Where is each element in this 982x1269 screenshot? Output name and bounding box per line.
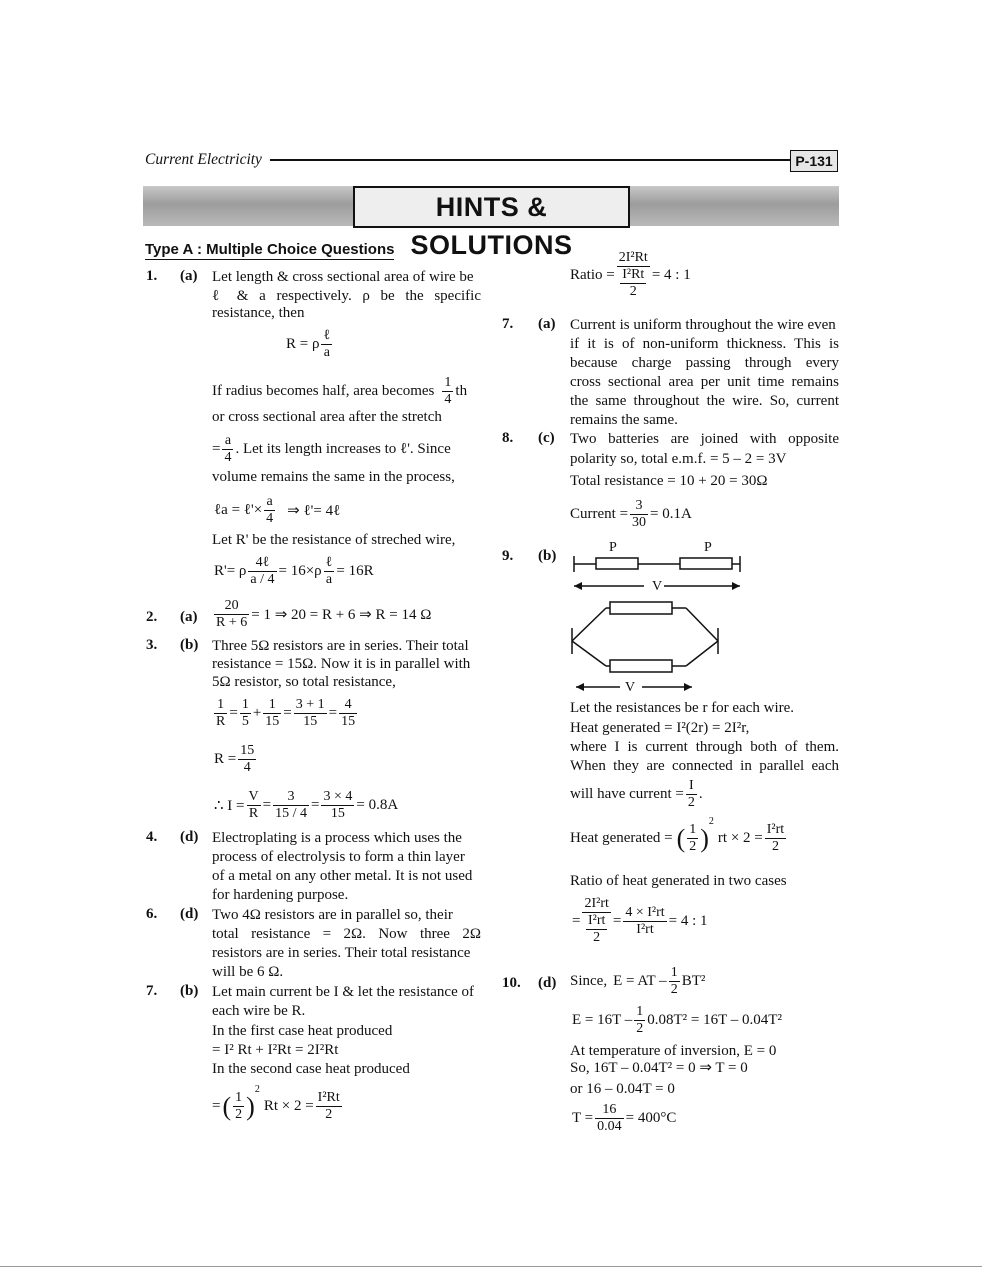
q3-option: (b) <box>180 637 199 653</box>
q9-number: 9. <box>502 548 514 564</box>
q1-line: volume remains the same in the process, <box>212 469 455 485</box>
q8-current-equation: Current = $\frac{3}{30}$ = 0.1A <box>570 498 692 530</box>
q1-line: Let length & cross sectional area of wire be <box>212 269 474 285</box>
q3-r-equation: R = $\frac{15}{4}$ <box>214 743 255 775</box>
q7b-line: = I² Rt + I²Rt = 2I²Rt <box>212 1042 339 1058</box>
q10-option: (d) <box>538 975 557 991</box>
q9-current-line: will have current = $\frac{I}{2}$ . <box>570 778 703 810</box>
q10-line: or 16 – 0.04T = 0 <box>570 1081 675 1097</box>
q9-option: (b) <box>538 548 557 564</box>
q7a-line: Current is uniform throughout the wire even <box>570 317 836 333</box>
q3-number: 3. <box>146 637 158 653</box>
q7b-option: (b) <box>180 983 199 999</box>
q1-line: or cross sectional area after the stretch <box>212 409 442 425</box>
q1-equation-r: R = ρ $\frac{\text{ℓ}}{a}$ <box>286 328 331 360</box>
q1-line: ℓ & a respectively. ρ be the specific <box>212 288 481 304</box>
q9-line: Let the resistances be r for each wire. <box>570 700 795 716</box>
q10-equation-values: E = 16T – $\frac{1}{2}$ 0.08T² = 16T – 0.04T² <box>572 1004 782 1036</box>
q7b-heat-equation: = ( $\frac{1}{2}$ ) 2 Rt × 2 = $\frac{\text{I²Rt}}{2}$ <box>212 1084 340 1122</box>
q8-line: Two batteries are joined with opposite <box>570 431 839 447</box>
q10-line: So, 16T – 0.04T² = 0 ⇒ T = 0 <box>570 1060 748 1076</box>
q7a-line: if it is of non-uniform thickness. This is <box>570 336 839 352</box>
q3-current-equation: ∴ I = $\frac{V}{R}$ = $\frac{3}{15 / 4}$ = $\frac{3 \times 4}{15}$ = 0.8A <box>214 789 399 821</box>
q7a-line: because charge passing through every <box>570 355 839 371</box>
q8-number: 8. <box>502 430 514 446</box>
q9-line: Ratio of heat generated in two cases <box>570 873 787 889</box>
label-p2: P <box>704 540 712 555</box>
parallel-circuit-diagram <box>568 598 748 698</box>
label-v2: V <box>625 680 636 695</box>
banner-title: HINTS & SOLUTIONS <box>353 186 630 228</box>
q10-number: 10. <box>502 975 521 991</box>
q2-option: (a) <box>180 609 198 625</box>
q7a-option: (a) <box>538 316 556 332</box>
q2-number: 2. <box>146 609 158 625</box>
resistor-top <box>610 602 672 614</box>
q9-line: Heat generated = I²(2r) = 2I²r, <box>570 720 750 736</box>
resistor-p2 <box>680 558 732 569</box>
q1-volume-equation: ℓa = ℓ'× $\frac{a}{4}$ ⇒ ℓ'= 4ℓ <box>214 494 341 526</box>
ratio-equation: Ratio = $\frac{\text{2I²Rt}}{\frac{\text{I²Rt}}{2}}$ = 4 : 1 <box>570 250 691 299</box>
q4-line: of a metal on any other metal. It is not used <box>212 868 473 884</box>
q9-line: When they are connected in parallel each <box>570 758 839 774</box>
q8-option: (c) <box>538 430 555 446</box>
q4-number: 4. <box>146 829 158 845</box>
q6-number: 6. <box>146 906 158 922</box>
q6-line: Two 4Ω resistors are in parallel so, their <box>212 907 453 923</box>
resistor-p1 <box>596 558 638 569</box>
q6-line: will be 6 Ω. <box>212 964 284 980</box>
q1-length-line: = $\frac{a}{4}$ . Let its length increases to ℓ'. Since <box>212 433 451 465</box>
q7a-line: cross sectional area per unit time remains <box>570 374 839 390</box>
q1-number: 1. <box>146 268 158 284</box>
page-number-badge: P-131 <box>790 150 838 172</box>
q1-line: Let R' be the resistance of streched wire, <box>212 532 456 548</box>
q1-area-line: If radius becomes half, area becomes $\frac{1}{4}$ th <box>212 375 468 407</box>
page-bottom-edge <box>0 1266 982 1267</box>
q1-stretched-equation: R'= ρ $\frac{\text{4ℓ}}{a / 4}$ = 16×ρ $\frac{\text{ℓ}}{a}$ = 16R <box>214 555 374 587</box>
q7a-number: 7. <box>502 316 514 332</box>
q9-line: where I is current through both of them. <box>570 739 839 755</box>
q7a-line: the same throughout the wire. So, current <box>570 393 839 409</box>
q9-heat-equation: Heat generated = ( $\frac{1}{2}$ ) 2 rt × 2 = $\frac{\text{I²rt}}{2}$ <box>570 816 785 854</box>
q4-option: (d) <box>180 829 199 845</box>
q10-equation-e: Since, E = AT – $\frac{1}{2}$ BT² <box>570 965 706 997</box>
q8-line: Total resistance = 10 + 20 = 30Ω <box>570 473 768 489</box>
q3-line: resistance = 15Ω. Now it is in parallel with <box>212 656 471 672</box>
label-p1: P <box>609 540 617 555</box>
q10-result-equation: T = $\frac{16}{0.04}$ = 400°C <box>572 1102 677 1134</box>
q3-parallel-equation: $\frac{1}{R}$ = $\frac{1}{5}$ + $\frac{1}{15}$ = $\frac{3 + 1}{15}$ = $\frac{4}{15}$ <box>216 697 356 729</box>
q7b-line: In the second case heat produced <box>212 1061 410 1077</box>
q7b-number: 7. <box>146 983 158 999</box>
q3-line: Three 5Ω resistors are in series. Their total <box>212 638 469 654</box>
q4-line: Electroplating is a process which uses the <box>212 830 462 846</box>
q2-equation: $\frac{20}{R + 6}$ = 1 ⇒ 20 = R + 6 ⇒ R = 14 Ω <box>216 598 432 630</box>
chapter-title: Current Electricity <box>145 151 262 168</box>
q7b-line: In the first case heat produced <box>212 1023 393 1039</box>
q3-line: 5Ω resistor, so total resistance, <box>212 674 396 690</box>
q7b-line: Let main current be I & let the resistance of <box>212 984 474 1000</box>
q9-ratio-equation: = $\frac{\text{2I²rt}}{\frac{\text{I²rt}}{2}}$ = $\frac{\text{4 × I²rt}}{\text{I²rt}}$ = 4 : 1 <box>572 896 708 945</box>
q4-line: for hardening purpose. <box>212 887 349 903</box>
q6-line: resistors are in series. Their total resistance <box>212 945 471 961</box>
label-v1: V <box>652 579 663 594</box>
q8-line: polarity so, total e.m.f. = 5 – 2 = 3V <box>570 451 787 467</box>
q10-line: At temperature of inversion, E = 0 <box>570 1043 777 1059</box>
q7b-line: each wire be R. <box>212 1003 306 1019</box>
section-heading: Type A : Multiple Choice Questions <box>145 241 395 258</box>
q4-line: process of electrolysis to form a thin layer <box>212 849 465 865</box>
q6-line: total resistance = 2Ω. Now three 2Ω <box>212 926 481 942</box>
q6-option: (d) <box>180 906 199 922</box>
q1-option: (a) <box>180 268 198 284</box>
q7a-line: remains the same. <box>570 412 678 428</box>
header-rule <box>270 159 792 161</box>
resistor-bottom <box>610 660 672 672</box>
q1-line: resistance, then <box>212 305 305 321</box>
